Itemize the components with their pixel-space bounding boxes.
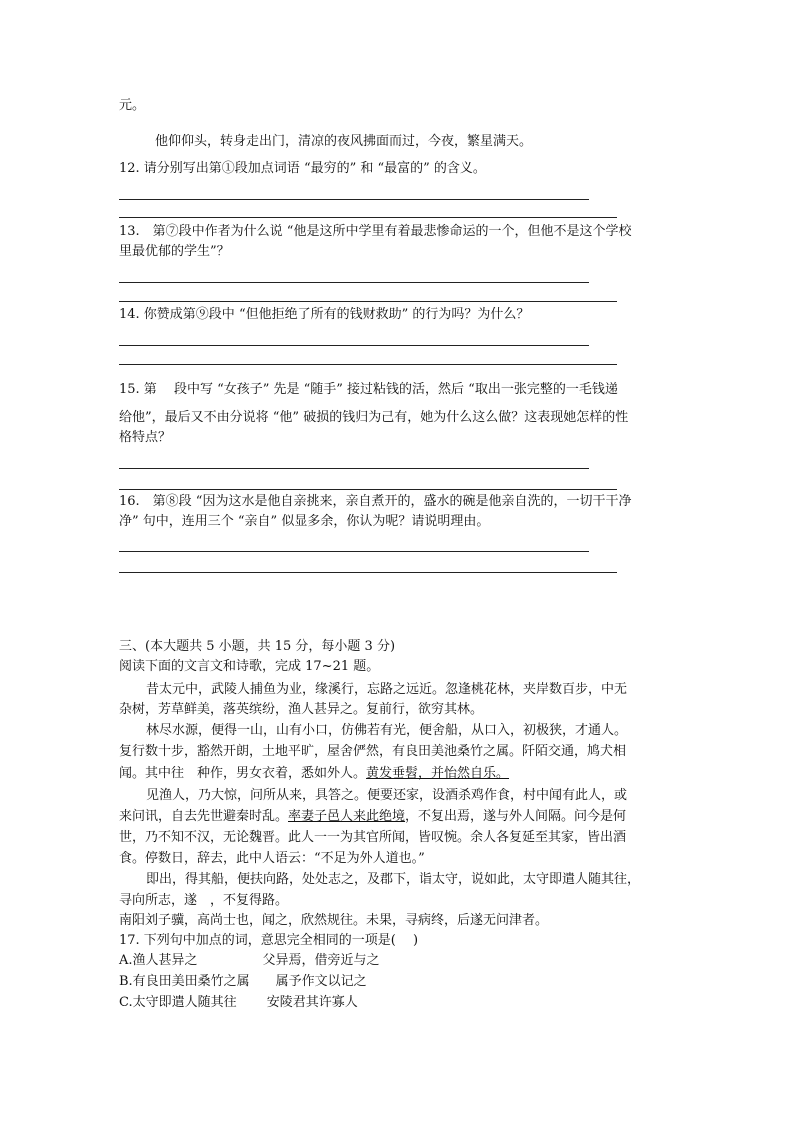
question-14: 14. 你赞成第⑨段中 “但他拒绝了所有的钱财救助” 的行为吗？为什么？: [119, 307, 530, 322]
answer-line: [119, 199, 589, 200]
question-15-cont: 给他”，最后又不由分说将 “他” 破损的钱归为己有，她为什么这么做？这表现她怎样的性: [119, 410, 629, 425]
answer-line: [119, 282, 589, 283]
passage-line: 世，乃不知不汉，无论魏晋。此人一一为其官所闻，皆叹惋。余人各复延至其家，皆出酒: [119, 830, 627, 845]
passage-line: 昔太元中，武陵人捕鱼为业，缘溪行，忘路之远近。忽逢桃花林，夹岸数百步，中无: [146, 682, 628, 697]
question-12: 12. 请分别写出第①段加点词语 “最穷的” 和 “最富的” 的含义。: [119, 161, 486, 176]
passage-line: 即出，得其船，便扶向路，处处志之，及郡下，诣太守，说如此，太守即遣人随其往，: [146, 872, 641, 887]
passage-line: 南阳刘子骥，高尚士也，闻之，欣然规往。未果，寻病终，后遂无问津者。: [119, 913, 549, 928]
section-header: 三、(本大题共 5 小题，共 15 分，每小题 3 分): [119, 639, 396, 654]
passage-line: 见渔人，乃大惊，问所从来，具答之。便要还家，设酒杀鸡作食，村中闻有此人，或: [146, 788, 628, 803]
question-16-cont: 净” 句中，连用三个 “亲自” 似显多余，你认为呢？请说明理由。: [119, 514, 490, 529]
passage-line: 食。停数日，辞去，此中人语云：“不足为外人道也。”: [119, 851, 425, 866]
text-line: 元。: [119, 98, 146, 113]
passage-line: [119, 765, 509, 783]
question-15-cont: 格特点？: [119, 430, 172, 445]
answer-line: [119, 217, 617, 218]
passage-text: 来问讯，自去先世避秦时乱。: [119, 809, 289, 824]
passage-line: 寻向所志，遂 ，不复得路。: [119, 893, 289, 908]
section-intro: 阅读下面的文言文和诗歌，完成 17~21 题。: [119, 659, 380, 674]
question-13-cont: 里最优郁的学生”？: [119, 244, 230, 259]
passage-line: [119, 808, 626, 826]
option-a: A.渔人甚异之 父异焉，借旁近与之: [119, 953, 380, 968]
answer-line: [119, 301, 617, 302]
answer-line: [119, 345, 589, 346]
option-c: C.太守即遣人随其往 安陵君其许寡人: [119, 995, 358, 1010]
question-16: 16. 第⑧段 “因为这水是他自亲挑来，亲自煮开的，盛水的碗是他亲自洗的，一切干干净: [119, 494, 632, 509]
passage-line: 复行数十步，豁然开朗，土地平旷，屋舍俨然，有良田美池桑竹之属。阡陌交通，鸠犬相: [119, 744, 627, 759]
answer-line: [119, 572, 617, 573]
passage-line: 杂树，芳草鲜美，落英缤纷，渔人甚异之。复前行，欲穷其林。: [119, 702, 484, 717]
underlined-phrase: 黄发垂髫，并怡然自乐。: [366, 766, 510, 781]
option-b: B.有良田美田桑竹之属 属予作文以记之: [119, 974, 367, 989]
answer-line: [119, 468, 589, 469]
passage-text: ，不复出焉，遂与外人间隔。问今是何: [405, 809, 627, 824]
answer-line: [119, 364, 617, 365]
answer-line: [119, 551, 589, 552]
answer-line: [119, 489, 617, 490]
question-17: 17. 下列句中加点的词，意思完全相同的一项是( ): [119, 933, 419, 948]
passage-text: 闻。其中往 种作，男女衣着，悉如外人。: [119, 766, 367, 781]
question-13: 13. 第⑦段中作者为什么说 “他是这所中学里有着最悲惨命运的一个，但他不是这个学校: [119, 224, 632, 239]
underlined-phrase: 率妻子邑人来此绝境: [288, 809, 406, 824]
paragraph: 他仰仰头，转身走出门，清凉的夜风拂面而过，今夜，繁星满天。: [155, 134, 533, 149]
question-15: 15. 第 段中写 “女孩子” 先是 “随手” 接过粘钱的活，然后 “取出一张完整的一毛钱递: [119, 382, 618, 397]
passage-line: 林尽水源，便得一山，山有小口，仿佛若有光，便舍船，从口入，初极狭，才通人。: [146, 723, 628, 738]
